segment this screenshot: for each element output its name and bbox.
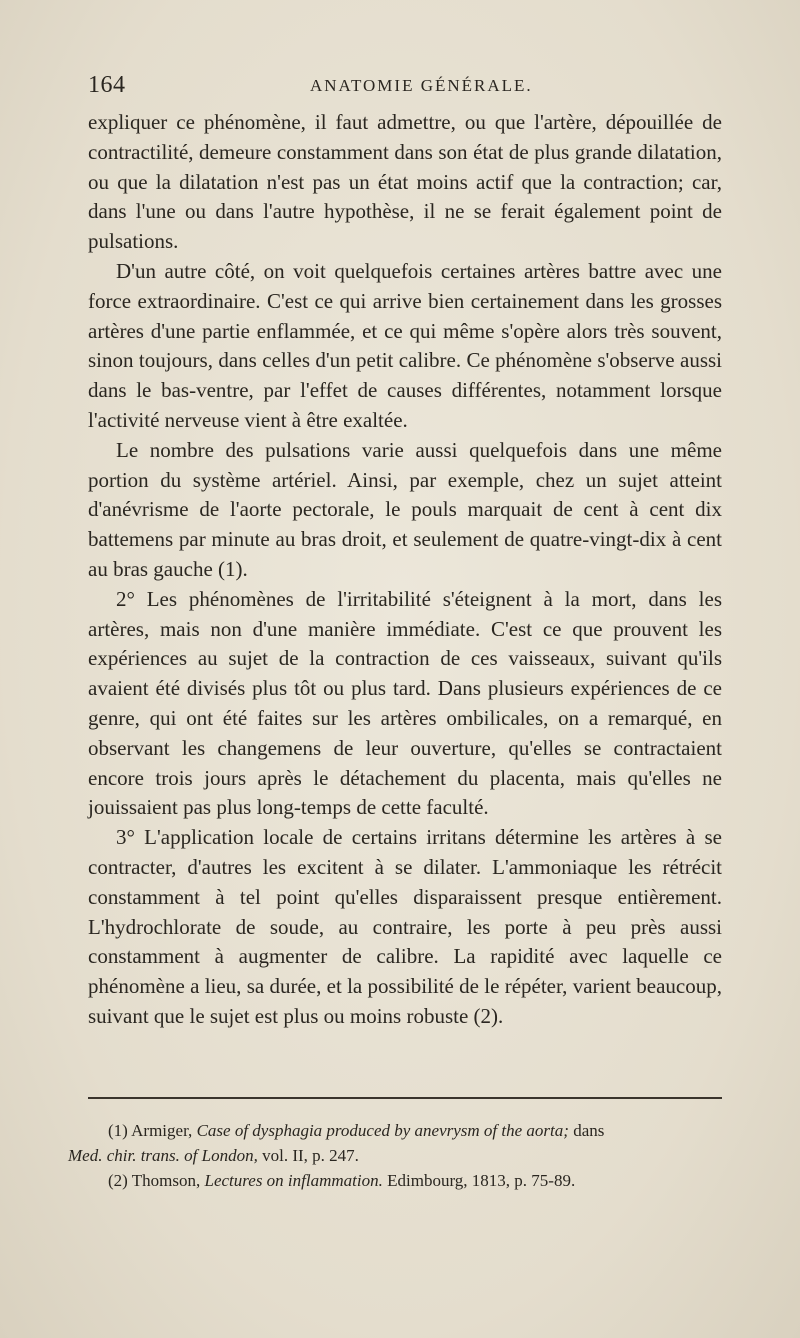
paragraph: 2° Les phénomènes de l'irritabilité s'éteignent à la mort, dans les artères, mais non d'une manière immédiate. C'est ce que prouvent les expériences au sujet de la contraction de ces vaisseaux, suivant qu'ils avaient été divisés plus tôt ou plus tard. Dans plusieurs expériences de ce genre, qui ont été faites sur les artères ombilicales, on a remarqué, en observant les changemens de leur ouverture, qu'elles se contractaient encore trois jours après le détachement du placenta, mais qu'elles ne jouissaient pas plus long-temps de cette faculté.	[88, 586, 722, 820]
footnote-author: Thomson,	[131, 1171, 201, 1190]
footnote-author: Armiger,	[131, 1121, 193, 1140]
footnote-text: Edimbourg, 1813, p. 75-89.	[387, 1171, 576, 1190]
footnotes	[68, 1118, 722, 1193]
running-head: ANATOMIE GÉNÉRALE.	[310, 76, 533, 95]
paragraph: 3° L'application locale de certains irritans détermine les artères à se contracter, d'autres les excitent à se dilater. L'ammoniaque les rétrécit constamment à tel point qu'elles disparaissent presque entièrement. L'hydrochlorate de soude, au contraire, les porte à peu près aussi constamment à augmenter de calibre. La rapidité avec laquelle ce phénomène a lieu, sa durée, et la possibilité de le répéter, varient beaucoup, suivant que le sujet est plus ou moins robuste (2).	[88, 825, 722, 1028]
footnote-divider	[88, 1097, 722, 1099]
paragraph: D'un autre côté, on voit quelquefois certaines artères battre avec une force extraordinaire. C'est ce qui arrive bien certainement dans les grosses artères d'une partie enflammée, et ce qui même s'opère alors très souvent, sinon toujours, dans celles d'un petit calibre. Ce phénomène s'observe aussi dans le bas-ventre, par l'effet de causes différentes, notamment lorsque l'activité nerveuse vient à être exaltée.	[88, 258, 722, 432]
page-header	[88, 68, 722, 102]
footnote-text: vol. II, p. 247.	[262, 1146, 359, 1165]
page-number: 164	[88, 72, 126, 98]
footnote-2	[108, 1168, 722, 1193]
footnote-title: Lectures on inflammation.	[204, 1171, 383, 1190]
footnote-1	[68, 1118, 722, 1168]
footnote-text: dans	[573, 1121, 605, 1140]
footnote-journal: Med. chir. trans. of London,	[68, 1146, 258, 1165]
paragraph: Le nombre des pulsations varie aussi quelquefois dans une même portion du système artériel. Ainsi, par exemple, chez un sujet atteint d'anévrisme de l'aorte pectorale, le pouls marquait de cent à cent dix battemens par minute au bras droit, et seulement de quatre-vingt-dix à cent au bras gauche (1).	[88, 437, 722, 581]
footnote-marker: (1)	[108, 1121, 128, 1140]
paragraph: expliquer ce phénomène, il faut admettre, ou que l'artère, dépouillée de contractilité, demeure constamment dans son état de plus grande dilatation, ou que la dilatation n'est pas un état moins actif que la contraction; car, dans l'une ou dans l'autre hypothèse, il ne se ferait également point de pulsations.	[88, 110, 722, 254]
body-text	[88, 108, 722, 1032]
footnote-marker: (2)	[108, 1171, 128, 1190]
footnote-title: Case of dysphagia produced by anevrysm of the aorta;	[196, 1121, 569, 1140]
